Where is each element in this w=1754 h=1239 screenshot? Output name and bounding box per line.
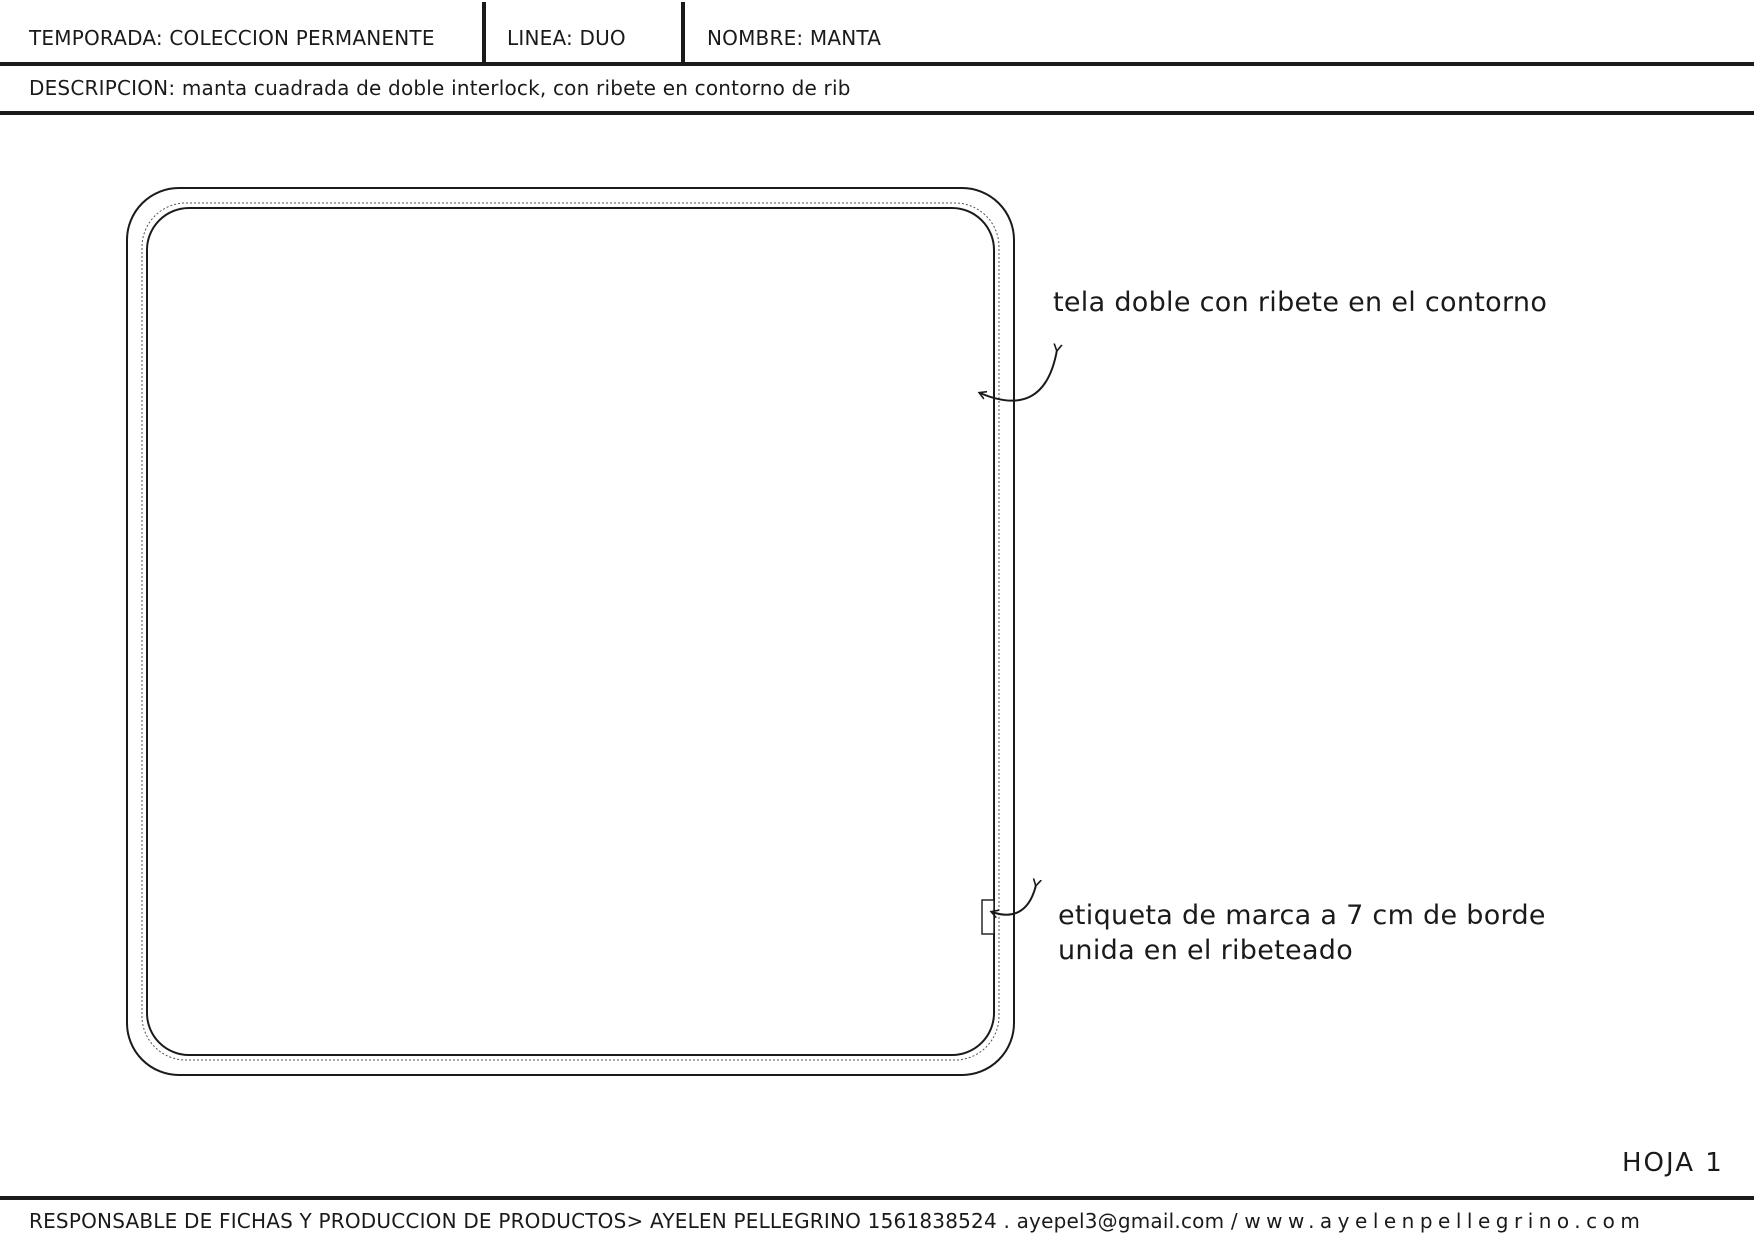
sheet-number: HOJA 1 — [1622, 1148, 1724, 1178]
descripcion-field: DESCRIPCION: manta cuadrada de doble interlock, con ribete en contorno de rib — [29, 76, 851, 100]
footer-rule — [0, 1196, 1754, 1200]
brand-label-tab — [982, 900, 994, 934]
footer-website: www.ayelenpellegrino.com — [1244, 1209, 1646, 1233]
nombre-field: NOMBRE: MANTA — [707, 26, 882, 50]
footer-responsible: RESPONSABLE DE FICHAS Y PRODUCCION DE PRODUCTOS> AYELEN PELLEGRINO 1561838524 . ayepel3@gmail.com / — [29, 1209, 1245, 1233]
temporada-field: TEMPORADA: COLECCION PERMANENTE — [29, 26, 435, 50]
label-note-line2: unida en el ribeteado — [1058, 935, 1354, 966]
edge-note-arrow — [980, 350, 1057, 401]
blanket-outer-edge — [127, 188, 1014, 1075]
linea-field: LINEA: DUO — [507, 26, 626, 50]
blanket-inner-edge — [147, 208, 994, 1055]
label-note-line1: etiqueta de marca a 7 cm de borde — [1058, 900, 1546, 931]
blanket-stitch-line — [142, 203, 999, 1060]
edge-note: tela doble con ribete en el contorno — [1053, 287, 1548, 318]
footer-credits — [29, 1209, 1645, 1233]
